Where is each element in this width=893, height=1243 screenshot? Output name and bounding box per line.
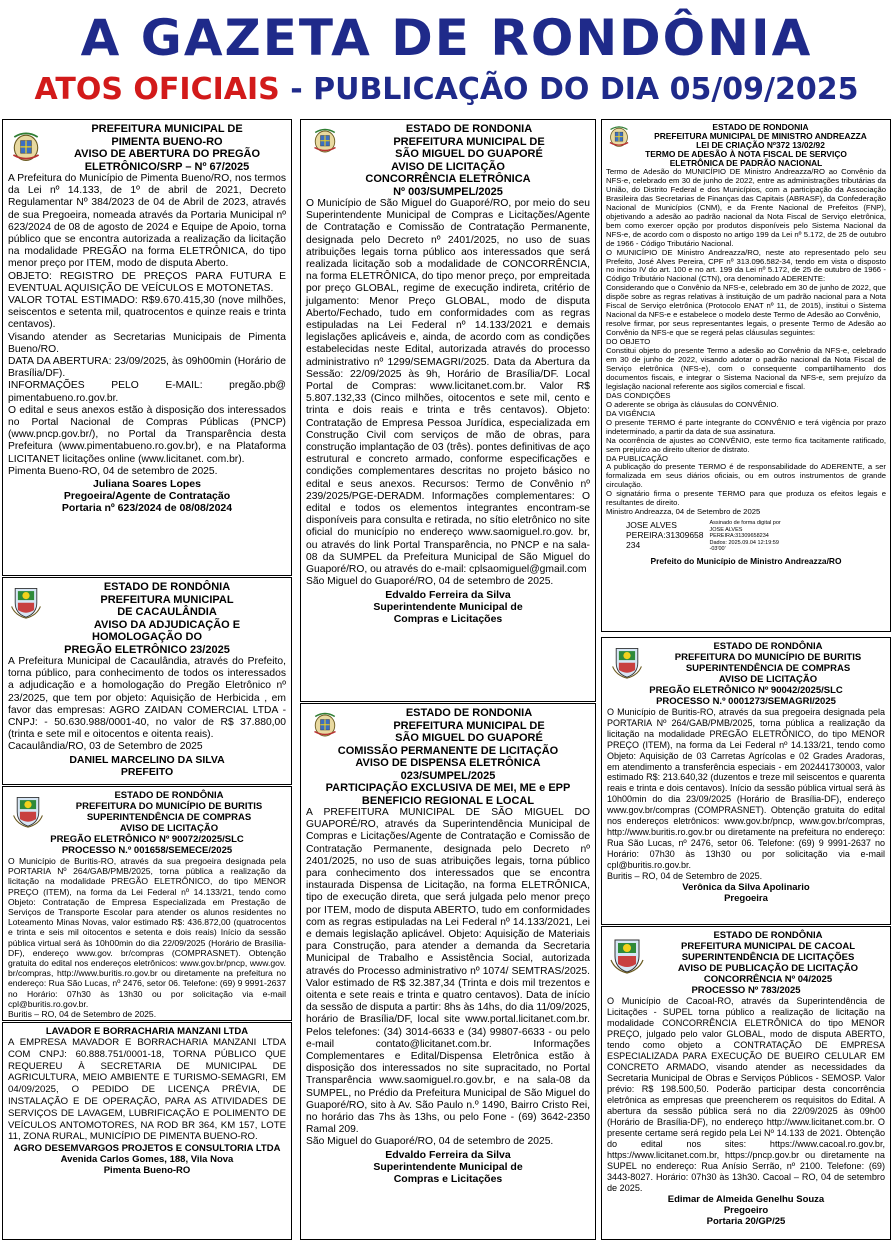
text-line: Cacaulândia/RO, 03 de Setembro de 2025 bbox=[8, 741, 203, 753]
text-line: Assinado de forma digital por bbox=[709, 520, 781, 527]
text-line: resolve firmar, por seus representantes legais, o presente Termo de Adesão ao Convênio da NFS-e que se regerá pelas cláusulas seguintes: bbox=[606, 319, 886, 338]
text-line: ESTADO DE RONDONIA bbox=[405, 123, 533, 135]
sao-miguel-crest-icon bbox=[306, 125, 344, 155]
notice-buritis-right bbox=[601, 637, 891, 925]
text-line: Portaria 20/GP/25 bbox=[706, 1216, 786, 1227]
notice-signature bbox=[8, 754, 286, 778]
text-line: A Prefeitura Municipal de Cacaulândia, através do Prefeito, torna público, para conhecimento de todos os interessados a adjudicação e a homologação do Pregão Eletrônico nº 23/2025, que tem por objeto: Aquisição de Herbicida , em favor das empresas: AGRO ZAIDAN COMERCIAL LTDA - CNPJ: - 50.630.988/0001-40, no valor de R$ 37.880,00 (trinta e sete mil e oitocentos e oitenta reais). bbox=[8, 656, 286, 741]
text-line: PREFEITURA MUNICIPAL DE MINISTRO ANDREAZZA bbox=[654, 131, 867, 141]
text-line: JOSE ALVES bbox=[626, 520, 677, 531]
text-line: Dados: 2025.09.04 12:19:59 bbox=[709, 539, 779, 546]
notice-body bbox=[306, 807, 590, 1149]
sao-miguel-crest-icon bbox=[306, 709, 344, 739]
text-line: ESTADO DE RONDÔNIA bbox=[713, 641, 823, 652]
text-line: O Município de São Miguel do Guaporé/RO, por meio do seu Superintendente Municipal de Compras e Licitações/Agente de Contratação e Comissão de Contratação Permanente, designada pelo Decreto nº 2401/2025, no uso de suas atribuições legais torna público aos interessados que será realizada licitação sob a modalidade de CONCORRÊNCIA, na forma ELETRÔNICA, do tipo menor preço, por empreitada por preço GLOBAL, regime de execução indireta, critério de julgamento: Menor Preço GLOBAL, modo de disputa Aberto/Fechado, tudo em conformidades com as regras estipuladas na Lei Federal nº 14.133/2021 e demais legislações aplicáveis e, ainda, de acordo com as condições estabelecidas neste Edital, autorizada através do processo administrativo nº 1299/SEMAGRI/2025. Data da Abertura da Sessão: 22/09/2025 às 9h, Horário de Brasília/DF. Local Portal de Compras: www.licitanet.com.br. Valor R$ 5.807.132,33 (Cinco milhões, oitocentos e sete mil, cento e trinta e dois reais e trinta e três centavos). Objeto: Contratação de Empresa Pessoa Jurídica, especializada em Construção Civil com serviços de mão de obras, para construção implantação de 03 (três). pontes definitivas de aço estrutural e concreto armado, conforme especificações e condições complementares descritas no projeto básico no edital e seus anexos. Recursos: Termo de Convênio nº 239/2025/PGE-DERADM. Informações complementares: O edital e todos os elementos integrantes encontram-se disponíveis para consulta e retirada, no sítio eletrônico no site oficial do município no endereço www.saomiguel.ro.gov. br, ou através do link Portal Transparência, no PNCP e na sala-08 da SUMPEL da Prefeitura Municipal de São Miguel do Guaporé/RO, ou através do e-mail: cplsaomiguel@gmail.com bbox=[306, 198, 590, 576]
notice-header bbox=[607, 641, 885, 707]
publication-date: PUBLICAÇÃO DO DIA 05/09/2025 bbox=[313, 72, 859, 107]
text-line: Visando atender as Secretarias Municipais de Pimenta Bueno/RO. bbox=[8, 331, 286, 355]
text-line: PREFEITURA DO MUNICÍPIO DE BURITIS bbox=[75, 801, 263, 812]
notice-body bbox=[607, 996, 885, 1194]
text-line: Ministro Andreazza, 04 de Setembro de 2025 bbox=[606, 507, 761, 517]
text-line bbox=[8, 1019, 286, 1021]
text-line: Na ocorrência de ajustes ao CONVÊNIO, este termo fica tacitamente ratificado, sem prejuízo ao direito ulterior de distrato. bbox=[606, 435, 886, 454]
text-line: CONCORRÊNCIA Nº 04/2025 bbox=[703, 974, 833, 985]
text-line: O Município de Buritis-RO, através da sua pregoeira designada pela PORTARIA Nº 264/GAB/PMB/2025, torna pública a realização da licitação na modalidade PREGÃO ELETRÔNICO, do tipo MENOR PREÇO (ITEM), na forma da Lei Federal nº 14.133/21, tendo como Objeto: Aquisição de 03 Carretas Agrícolas e 02 Grades Aradoras, em atendimento a transferência especiais - em 202441730003, valor estimado R$: 213.640,32 (duzentos e treze mil seiscentos e quarenta reais e trinta e dois centavos). Início da sessão pública virtual será às 10h00min do dia 23/09/2025 (Horário de Brasília-DF), endereço www.gov.br/compras (COMPRASNET). Obtenção gratuita do edital nos endereços eletrônicos: www.gov.br/pncp, www.gov.br/compras, http://www.buritis.ro.gov.br ou diretamente na prefeitura no endereço: Rua São Lucas, nº 2476, setor 06. Telefone: (69) 9 9991-2637 no Horário: 07h30 às 13h30 ou por solicitação via e-mail cpl@buritis.ro.gov.br. bbox=[607, 707, 885, 870]
text-line: Pimenta Bueno-RO, 04 de setembro de 2025. bbox=[8, 465, 218, 477]
text-line: AGRO DESEMVARGOS PROJETOS E CONSULTORIA LTDA bbox=[13, 1143, 281, 1155]
text-line: PROCESSO Nº 783/2025 bbox=[691, 985, 801, 996]
notice-body bbox=[8, 1037, 286, 1143]
notice-header bbox=[8, 1026, 286, 1037]
text-line: OBJETO: REGISTRO DE PREÇOS PARA FUTURA E EVENTUAL AQUISIÇÃO DE VEÍCULOS E MOTONETAS. bbox=[8, 270, 286, 294]
text-line: Pregoeira/Agente de Contratação bbox=[63, 490, 231, 503]
notice-signature bbox=[607, 1194, 885, 1227]
text-line: Edvaldo Ferreira da Silva bbox=[385, 1148, 511, 1161]
text-line: A publicação do presente TERMO é de responsabilidade do ADERENTE, a ser formalizada em seus diários oficiais, ou em outros instrumentos de grande circulação. bbox=[606, 462, 886, 490]
notice-signature bbox=[607, 882, 885, 904]
text-line: Nº 003/SUMPEL/2025 bbox=[393, 185, 503, 198]
text-line: AVISO DA ADJUDICAÇÃO E HOMOLOGAÇÃO DO bbox=[92, 618, 241, 643]
text-line: O edital e seus anexos estão à disposição dos interessados no Portal Nacional de Compras Públicas (PNCP) (www.pncp.gov.br/), no Portal da Transparência desta Prefeitura (www.pimentabueno.ro.gov.br), e na Plataforma LICITANET licitações online (www.licitanet. com.br). bbox=[8, 404, 286, 465]
notice-ministro-andreazza bbox=[601, 119, 891, 632]
text-line: 023/SUMPEL/2025 bbox=[400, 769, 496, 782]
notice-header bbox=[8, 790, 286, 856]
notice-cacaulandia bbox=[2, 577, 292, 785]
text-line: Avenida Carlos Gomes, 188, Vila Nova bbox=[60, 1154, 234, 1166]
text-line: PIMENTA BUENO-RO bbox=[111, 135, 223, 148]
text-line: JOSE ALVES bbox=[709, 526, 743, 533]
text-line: PROCESSO N.º 0001273/SEMAGRI/2025 bbox=[656, 696, 836, 707]
text-line: DE CACAULÂNDIA bbox=[117, 606, 217, 618]
notice-body bbox=[306, 198, 590, 589]
text-line: -03'00' bbox=[709, 546, 726, 553]
text-line: COMISSÃO PERMANENTE DE LICITAÇÃO bbox=[337, 744, 559, 757]
notice-body bbox=[8, 173, 286, 478]
text-line: O aderente se obriga às cláusulas do CONVÊNIO. bbox=[606, 399, 779, 409]
text-line: SUPERINTENDÊNCIA DE LICITAÇÕES bbox=[681, 952, 855, 963]
text-line: TERMO DE ADESÃO À NOTA FISCAL DE SERVIÇO bbox=[645, 149, 847, 159]
notice-body bbox=[8, 656, 286, 754]
text-line: DATA DA ABERTURA: 23/09/2025, às 09h00min (Horário de Brasília/DF). bbox=[8, 356, 286, 380]
text-line: AVISO DE LICITAÇÃO bbox=[391, 160, 505, 173]
notice-header bbox=[606, 123, 886, 168]
signer-name bbox=[626, 520, 704, 553]
text-line: AVISO DE DISPENSA ELETRÔNICA bbox=[355, 757, 541, 769]
text-line: AVISO DE PUBLICAÇÃO DE LICITAÇÃO bbox=[677, 963, 859, 974]
text-line: DO OBJETO bbox=[606, 337, 651, 347]
notice-signature bbox=[8, 478, 286, 514]
text-line: PREFEITURA MUNICIPAL DE bbox=[393, 135, 545, 148]
text-line: São Miguel do Guaporé/RO, 04 de setembro de 2025. bbox=[306, 1136, 554, 1148]
text-line: BENEFICIO REGIONAL E LOCAL bbox=[361, 794, 535, 807]
notice-body bbox=[8, 856, 286, 1019]
text-line: PROCESSO N.º 001658/SEMECE/2025 bbox=[61, 845, 233, 856]
digital-signature bbox=[626, 520, 886, 553]
text-line: INFORMAÇÕES PELO E-MAIL: pregão.pb@ pimentabueno.ro.gov.br. bbox=[8, 380, 286, 404]
text-line: Considerando que o Convênio da NFS-e, celebrado em 30 de junho de 2022, que dispõe sobre as regras relativas à instituição de um padrão nacional para a Nota Fiscal de Serviço eletrônica (Protocolo ENAT nº 11, de 2015), institui o Sistema Nacional da NFS-e e estabelece o modelo deste Termo de Adesão ao Convênio, bbox=[606, 283, 886, 320]
section-label: ATOS OFICIAIS bbox=[34, 72, 280, 107]
text-line: O Município de Buritis-RO, através da sua pregoeira designada pela PORTARIA Nº 264/GAB/PMB/2025, torna pública a realização da licitação na modalidade PREGÃO ELETRÔNICO, do tipo MENOR PREÇO (ITEM), na forma da Lei Federal nº 14.133/21, tendo como Objeto: Contratação de Empresa Especializada em Prestação de Serviços de Transporte Escolar para atender os alunos residentes no Loteamento Minas Novas, valor estimado R$: 436.872,00 (quatrocentos e trinta e seis mil oitocentos e setenta e dois reais) Início da sessão pública virtual será às 10h00min do dia 22/09/2025 (Horário de Brasília-DF), endereço www.gov. br/compras (COMPRASNET). Obtenção gratuita do edital nos endereços eletrônicos: www.gov.br/pncp, www.gov. br/compras, http://www.buritis.ro.gov.br ou diretamente na prefeitura no endereço: Rua São Lucas, nº 2476, setor 06. Telefone: (69) 9 9991-2637 no Horário: 07h30 às 13h30 ou por solicitação via e-mail cpl@buritis.ro.gov.br. bbox=[8, 856, 286, 1009]
text-line: PREFEITURA DO MUNICÍPIO DE BURITIS bbox=[674, 652, 862, 663]
text-line: PREFEITURA MUNICIPAL DE bbox=[91, 123, 243, 135]
text-line: Compras e Licitações bbox=[393, 1172, 503, 1185]
masthead-subtitle bbox=[0, 72, 893, 108]
text-line: Juliana Soares Lopes bbox=[93, 478, 201, 491]
notice-header bbox=[306, 123, 590, 198]
text-line: São Miguel do Guaporé/RO, 04 de setembro de 2025. bbox=[306, 576, 554, 588]
text-line: Pregoeira bbox=[724, 892, 768, 904]
pimenta-bueno-crest-icon bbox=[8, 125, 44, 167]
text-line: Pimenta Bueno-RO bbox=[103, 1165, 191, 1177]
text-line: A Prefeitura do Município de Pimenta Bueno/RO, nos termos da Lei nº 14.133, de 1º de abril de 2021, Decreto Regulamentar Nº 384/2023 de 04 de Abril de 2023, através de sua Pregoeira, nomeada através da Portaria Municipal nº 623/2024 de 08 de agosto de 2024 e Equipe de Apoio, torna público que se encontra autorizada a realização da licitação na modalidade PREGÃO na forma ELETRÔNICA, do tipo menor preço por ITEM, modo de disputa Aberto. bbox=[8, 173, 286, 270]
text-line: Superintendente Municipal de bbox=[373, 1160, 523, 1173]
buritis-crest-icon bbox=[8, 792, 48, 828]
notice-body bbox=[607, 707, 885, 882]
text-line: DA VIGÊNCIA bbox=[606, 408, 656, 418]
text-line: ESTADO DE RONDÔNIA bbox=[114, 790, 224, 801]
text-line: AVISO DE LICITAÇÃO bbox=[718, 674, 818, 685]
text-line: PREGÃO ELETRÔNICO Nº 90072/2025/SLC bbox=[50, 834, 244, 845]
notice-signature bbox=[306, 1149, 590, 1185]
notice-manzani bbox=[2, 1022, 292, 1240]
text-line: PREFEITO bbox=[120, 765, 174, 778]
text-line: O MUNICÍPIO DE Ministro Andreazza/RO, neste ato representado pelo seu Prefeito, José Alves Pereira, CPF nº 313.096.582-34, tendo em vista o disposto no inciso IV do art. 100 e no art. 199 da Lei nº 5.172, de 25 de outubro de 1966 - Código Tributário Nacional (CTN), ora denominado ADERENTE: bbox=[606, 247, 886, 284]
text-line: A PREFEITURA MUNICIPAL DE SÃO MIGUEL DO GUAPORÉ/RO, através da Superintendência Municipal de Compras e Licitações/Agente de Contratação e Comissão de Contratação Permanente, designada pelo Decreto nº 2401/2025, no uso de suas atribuições legais, torna público para conhecimento dos interessados que se encontra instaurada Dispensa de Licitação, na forma ELETRÔNICA, tipo de execução direta, que será julgada pelo menor preço por ITEM, modo de disputa ABERTO, tudo em conformidades com as regras estipuladas na Lei Federal nº 14.133/2021, Lei e demais legislação aplicável. Objeto: Aquisição de Materiais para Construção, para atender a demanda da Secretaria Municipal de Trabalho e Assistência Social, autorizada através do Processo administrativo nº 1074/ SEMTRAS/2025. Valor estimado de R$ 32.387,34 (Trinta e dois mil trezentos e oitenta e sete reais e trinta e quatro centavos). Data de início da sessão de disputa a partir: 8hs às 14hs, do dia 11/09/2025, horário de Brasília/DF, local site www.portal.licitanet.com.br. Pelos telefones: (34) 3014-6633 e (34) 99807-6633 - ou pelo e-mail contato@licitanet.com.br. Informações Complementares e Edital/Dispensa Eletrônica estão à disposição dos interessados no site supracitado, no Portal Transparência www.saomiguel.ro.gov.br, e na sala-08 da SUMPEL, no Prédio da Prefeitura Municipal de São Miguel do Guaporé/RO, sito à Av. São Paulo n.º 1490, Bairro Cristo Rei, no horário das 7hs às 13hs, ou pelo Fone - (69) 3642-2350 Ramal 209. bbox=[306, 807, 590, 1136]
text-line: SÃO MIGUEL DO GUAPORÉ bbox=[395, 732, 543, 744]
text-line: Constitui objeto do presente Termo a adesão ao Convênio da NFS-e, celebrado em 30 de junho de 2022, visando adotar o padrão nacional da Nota Fiscal de Serviço eletrônica (NFS-e), com o consequente compartilhamento dos documentos fiscais, e integrar o Sistema Nacional da NFS-e, sem prejuízo da legislação nacional referente aos sigilos comercial e fiscal. bbox=[606, 346, 886, 391]
notice-header bbox=[607, 930, 885, 996]
text-line: ESTADO DE RONDONIA bbox=[712, 122, 809, 132]
text-line: AVISO DE ABERTURA DO PREGÃO bbox=[74, 148, 260, 160]
notice-header bbox=[8, 581, 286, 656]
notice-header bbox=[306, 707, 590, 807]
text-line: ELETRÔNICA DE PADRÃO NACIONAL bbox=[669, 158, 823, 168]
text-line: CONCORRÊNCIA ELETRÔNICA bbox=[365, 173, 531, 185]
newspaper-title: A GAZETA DE RONDÔNIA bbox=[80, 9, 813, 67]
signature-details bbox=[710, 520, 781, 553]
text-line: SUPERINTENDÊNCIA DE COMPRAS bbox=[86, 812, 252, 823]
text-line: Buritis – RO, 04 de Setembro de 2025. bbox=[8, 1009, 157, 1020]
text-line: VALOR TOTAL ESTIMADO: R$9.670.415,30 (nove milhões, seiscentos e setenta mil, quatrocentos e quinze reais e trinta centavos). bbox=[8, 295, 286, 331]
text-line: Portaria nº 623/2024 de 08/08/2024 bbox=[61, 502, 233, 515]
text-line: Compras e Licitações bbox=[393, 612, 503, 625]
text-line: PREFEITURA MUNICIPAL DE bbox=[393, 719, 545, 732]
text-line: O signatário firma o presente TERMO para que produza os efeitos legais e resultantes de direito. bbox=[606, 489, 886, 508]
text-line: PREFEITURA MUNICIPAL bbox=[100, 593, 234, 606]
text-line: DAS CONDIÇÕES bbox=[606, 390, 671, 400]
text-line: Edimar de Almeida Genelhu Souza bbox=[667, 1194, 825, 1205]
text-line: ESTADO DE RONDÔNIA bbox=[713, 930, 823, 941]
text-line: LEI DE CRIAÇÃO Nº372 13/02/92 bbox=[696, 140, 825, 150]
text-line: PREGÃO ELETRÔNICO Nº 90042/2025/SLC bbox=[649, 685, 843, 696]
text-line: PEREIRA:31309658 bbox=[626, 530, 704, 541]
separator: - bbox=[279, 72, 314, 107]
masthead bbox=[0, 0, 893, 115]
text-line: PEREIRA:31309658234 bbox=[709, 533, 769, 540]
ministro-andreazza-crest-icon bbox=[606, 123, 632, 149]
notice-sao-miguel-concorrencia bbox=[300, 119, 596, 702]
notice-footer: Prefeito do Município de Ministro Andreazza/RO bbox=[650, 555, 842, 566]
text-line: SÃO MIGUEL DO GUAPORÉ bbox=[395, 148, 543, 160]
text-line: Buritis – RO, 04 de Setembro de 2025. bbox=[607, 870, 763, 881]
notice-signature bbox=[306, 589, 590, 625]
notice-header bbox=[8, 123, 286, 173]
text-line: 234 bbox=[626, 540, 641, 551]
text-line: PREGÃO ELETRÔNICO 23/2025 bbox=[64, 643, 230, 656]
text-line: SUPERINTENDÊNCIA DE COMPRAS bbox=[685, 663, 851, 674]
text-line: Verônica da Silva Apolinario bbox=[682, 881, 810, 893]
text-line: LAVADOR E BORRACHARIA MANZANI LTDA bbox=[45, 1026, 249, 1037]
notice-sao-miguel-dispensa bbox=[300, 703, 596, 1240]
text-line: PARTICIPAÇÃO EXCLUSIVA DE MEI, ME e EPP bbox=[325, 782, 571, 794]
notice-signature bbox=[8, 1019, 286, 1021]
text-line: Pregoeiro bbox=[723, 1205, 769, 1216]
notice-cacoal bbox=[601, 926, 891, 1240]
cacaulandia-crest-icon bbox=[8, 583, 44, 619]
text-line: A EMPRESA MAVADOR E BORRACHARIA MANZANI LTDA COM CNPJ: 60.888.751/0001-18, TORNA PÚBLICO QUE REQUEREU À SECRETARIA DE MUNICIPAL DE AGRICULTURA, MEIO AMBIENTE E TURISMO-SEMAGRI, EM 04/09/2025, O PEDIDO DE LICENÇA PRÉVIA, DE INSTALAÇÃO E DE OPERAÇÃO, PARA AS ATIVIDADES DE SERVIÇOS DE LAVAGEM, LUBRIFICAÇÃO E POLIMENTO DE VEÍCULOS ANTOMOTORES, NA ROD BR 364, KM 157, LOTE 11, ZONA RURAL, MUNICÍPIO DE PIMENTA BUENO-RO. bbox=[8, 1037, 286, 1143]
text-line: DA PUBLICAÇÃO bbox=[606, 453, 668, 463]
notice-body bbox=[606, 168, 886, 517]
notice-buritis-left bbox=[2, 786, 292, 1021]
text-line: Superintendente Municipal de bbox=[373, 600, 523, 613]
text-line: O presente TERMO é parte integrante do CONVÊNIO e terá vigência por prazo indeterminado, a partir da data de sua assinatura. bbox=[606, 417, 886, 436]
text-line: ESTADO DE RONDÔNIA bbox=[103, 581, 231, 593]
text-line: PREFEITURA MUNICIPAL DE CACOAL bbox=[681, 941, 855, 952]
text-line: ESTADO DE RONDONIA bbox=[405, 707, 533, 719]
text-line: Termo de Adesão do MUNICÍPIO DE Ministro Andreazza/RO ao Convênio da NFS-e, celebrado em 30 de junho de 2022, entre as administrações tributárias da União, do Distrito Federal e dos Municípios, com a participação da Associação Brasileira das Secretarias de Finanças das Capitais (ABRASF), da Confederação Nacional de Municípios (CNM), e da Frente Nacional de Prefeitos (FNP), objetivando a adesão ao padrão nacional da Nota Fiscal de Serviço eletrônica, bem como exercer opção por produtos disponíveis pelo Sistema Nacional da NFS-e, de acordo com o disposto no artigo 199 da Lei nº 5.172, de 25 de outubro de 1966 - Código Tributário Nacional. bbox=[606, 167, 886, 248]
text-line: O Município de Cacoal-RO, através da Superintendência de Licitações - SUPEL torna público a realização de licitação na modalidade CONCORRÊNCIA ELETRÔNICA do tipo MENOR PREÇO, julgado pelo valor GLOBAL, modo de disputa ABERTO, tendo como objeto a CONTRATAÇÃO DE EMPRESA ESPECIALIZADA PARA EXECUÇÃO DE BUEIRO CELULAR EM CONCRETO ARMADO, visando atender as necessidades da Secretaria Municipal de Obras e Serviços Públicos - SEMOSP. Valor prévio: R$ 198.500,50. Poderão participar desta concorrência eletrônica as empresas que preencherem os requisitos do Edital. A abertura da sessão pública será no dia 22/09/2025 às 09h00 (Horário de Brasília-DF), no endereço http://www.licitanet.com.br. O presente certame será regido pela Lei Nº 14.133 de 2021. Obtenção do edital nos sites: https://www.cacoal.ro.gov.br, https://www.licitanet.com.br, https://pncp.gov.br ou diretamente na SUPEL no endereço: Rua Anísio Serrão, nº 2100. Telefone: (69) 3443-8027. Horário: 07h30 às 13h30. Cacoal – RO, 04 de setembro de 2025. bbox=[607, 996, 885, 1193]
text-line: AVISO DE LICITAÇÃO bbox=[119, 823, 219, 834]
notice-pimenta-bueno bbox=[2, 119, 292, 576]
cacoal-crest-icon bbox=[607, 932, 647, 976]
text-line: Edvaldo Ferreira da Silva bbox=[385, 588, 511, 601]
notice-signature bbox=[8, 1143, 286, 1176]
buritis-crest-icon bbox=[607, 643, 647, 679]
text-line: DANIEL MARCELINO DA SILVA bbox=[69, 753, 225, 766]
text-line: ELETRÔNICO/SRP – Nº 67/2025 bbox=[84, 160, 250, 173]
